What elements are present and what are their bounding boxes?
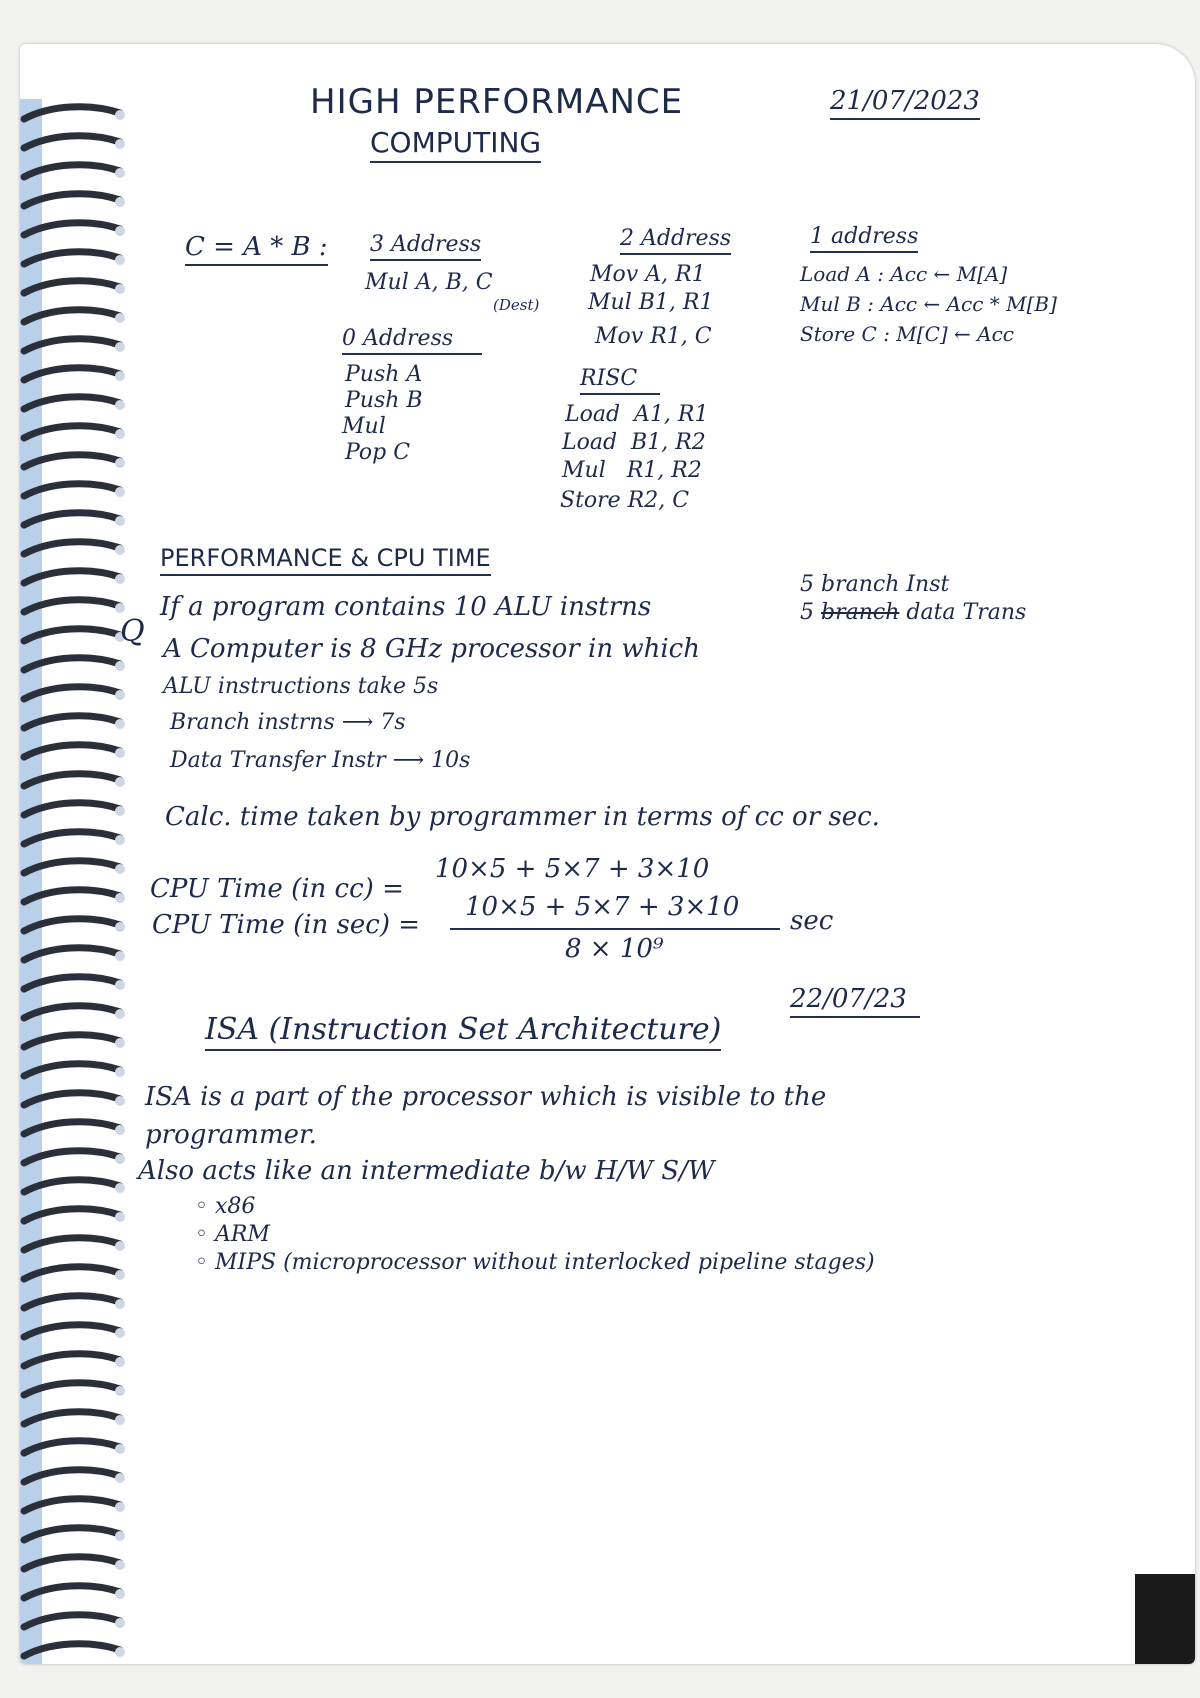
- page-corner-shadow: [1135, 1574, 1195, 1664]
- zero-address-line-2: Push B: [345, 388, 423, 413]
- two-address-heading: 2 Address: [620, 226, 731, 255]
- expression: C = A * B :: [185, 232, 328, 266]
- perf-line-6: Calc. time taken by programmer in terms of cc or sec.: [165, 802, 880, 832]
- spiral-hole: [115, 1357, 125, 1367]
- perf-side-2-num: 5: [800, 600, 814, 625]
- isa-item-2: ◦ ARM: [195, 1222, 270, 1247]
- one-address-heading: 1 address: [810, 224, 918, 253]
- spiral-hole: [115, 487, 125, 497]
- risc-line-2: Load B1, R2: [562, 430, 706, 455]
- spiral-hole: [115, 690, 125, 700]
- spiral-hole: [115, 1212, 125, 1222]
- spiral-hole: [115, 284, 125, 294]
- perf-line-5: Data Transfer Instr ⟶ 10s: [170, 748, 471, 773]
- isa-item-2-text: ARM: [214, 1222, 270, 1247]
- notebook-page: [20, 44, 1195, 1664]
- one-address-line-3: Store C : M[C] ← Acc: [800, 322, 1014, 346]
- spiral-hole: [115, 777, 125, 787]
- spiral-hole: [115, 748, 125, 758]
- spiral-hole: [115, 1183, 125, 1193]
- spiral-hole: [115, 1328, 125, 1338]
- isa-item-3: ◦ MIPS (microprocessor without interlocked pipeline stages): [195, 1250, 875, 1275]
- zero-address-line-4: Pop C: [345, 440, 411, 465]
- perf-side-1: 5 branch Inst: [800, 572, 950, 597]
- spiral-hole: [115, 719, 125, 729]
- spiral-hole: [115, 1473, 125, 1483]
- spiral-hole: [115, 458, 125, 468]
- risc-line-4: Store R2, C: [560, 488, 690, 513]
- risc-line-1: Load A1, R1: [565, 402, 709, 427]
- risc-line-3: Mul R1, R2: [562, 458, 702, 483]
- spiral-hole: [115, 400, 125, 410]
- spiral-hole: [115, 1096, 125, 1106]
- cpu-time-sec-denominator: 8 × 10⁹: [565, 934, 664, 964]
- perf-side-2-rest: data Trans: [906, 600, 1027, 625]
- spiral-hole: [115, 574, 125, 584]
- spiral-hole: [115, 661, 125, 671]
- cpu-time-cc-label: CPU Time (in cc) =: [150, 874, 404, 904]
- isa-line-1: ISA is a part of the processor which is visible to the: [145, 1082, 827, 1112]
- spiral-hole: [115, 1618, 125, 1628]
- spiral-hole: [115, 864, 125, 874]
- question-mark: Q: [120, 614, 145, 649]
- performance-heading: PERFORMANCE & CPU TIME: [160, 544, 491, 576]
- spiral-hole: [115, 922, 125, 932]
- spiral-hole: [115, 110, 125, 120]
- perf-side-2-struck: branch: [821, 600, 900, 625]
- zero-address-heading: 0 Address: [342, 326, 482, 355]
- page-title-line2: COMPUTING: [370, 126, 541, 163]
- spiral-hole: [115, 1270, 125, 1280]
- isa-item-1-text: x86: [214, 1194, 256, 1219]
- spiral-hole: [115, 516, 125, 526]
- two-address-line-1: Mov A, R1: [590, 262, 706, 287]
- spiral-hole: [115, 1067, 125, 1077]
- spiral-hole: [115, 139, 125, 149]
- page-date-2: 22/07/23: [790, 984, 920, 1018]
- spiral-hole: [115, 168, 125, 178]
- spiral-hole: [115, 1125, 125, 1135]
- isa-line-3: Also acts like an intermediate b/w H/W S/W: [138, 1156, 715, 1186]
- fraction-bar: [450, 928, 780, 930]
- spiral-hole: [115, 1241, 125, 1251]
- two-address-line-3: Mov R1, C: [595, 324, 712, 349]
- perf-line-2: A Computer is 8 GHz processor in which: [163, 634, 700, 664]
- one-address-line-1: Load A : Acc ← M[A]: [800, 262, 1008, 286]
- spiral-hole: [115, 1560, 125, 1570]
- spiral-hole: [115, 1386, 125, 1396]
- cpu-time-sec-numerator: 10×5 + 5×7 + 3×10: [465, 892, 740, 922]
- spiral-hole: [115, 197, 125, 207]
- zero-address-line-1: Push A: [345, 362, 423, 387]
- perf-line-1: If a program contains 10 ALU instrns: [160, 592, 652, 622]
- spiral-hole: [115, 893, 125, 903]
- zero-address-line-3: Mul: [342, 414, 386, 439]
- isa-line-2: programmer.: [145, 1120, 317, 1150]
- isa-heading: ISA (Instruction Set Architecture): [205, 1012, 721, 1051]
- spiral-hole: [115, 342, 125, 352]
- perf-line-3: ALU instructions take 5s: [163, 674, 439, 699]
- spiral-hole: [115, 980, 125, 990]
- cpu-time-cc-value: 10×5 + 5×7 + 3×10: [435, 854, 710, 884]
- three-address-heading: 3 Address: [370, 232, 481, 261]
- spiral-binding: [20, 99, 135, 1664]
- three-address-line: Mul A, B, C: [365, 270, 493, 295]
- isa-item-1: ◦ x86: [195, 1194, 256, 1219]
- cpu-time-sec-label: CPU Time (in sec) =: [152, 910, 421, 940]
- spiral-hole: [115, 371, 125, 381]
- spiral-hole: [115, 429, 125, 439]
- spiral-hole: [115, 951, 125, 961]
- spiral-hole: [115, 1647, 125, 1657]
- spiral-hole: [115, 1009, 125, 1019]
- spiral-hole: [115, 313, 125, 323]
- perf-side-2: [800, 600, 1026, 625]
- spiral-hole: [115, 1502, 125, 1512]
- three-address-note: (Dest): [493, 296, 540, 314]
- risc-heading: RISC: [580, 366, 660, 395]
- spiral-hole: [115, 1038, 125, 1048]
- spiral-hole: [115, 1589, 125, 1599]
- spiral-hole: [115, 255, 125, 265]
- spiral-hole: [115, 835, 125, 845]
- spiral-hole: [115, 1415, 125, 1425]
- spiral-hole: [115, 806, 125, 816]
- spiral-hole: [115, 1299, 125, 1309]
- cpu-time-sec-unit: sec: [790, 906, 834, 936]
- two-address-line-2: Mul B1, R1: [588, 290, 714, 315]
- spiral-hole: [115, 603, 125, 613]
- perf-line-4: Branch instrns ⟶ 7s: [170, 710, 406, 735]
- page-title-line1: HIGH PERFORMANCE: [310, 82, 684, 122]
- isa-item-3-text: MIPS (microprocessor without interlocked pipeline stages): [214, 1250, 875, 1275]
- spiral-hole: [115, 545, 125, 555]
- page-date: 21/07/2023: [830, 86, 980, 120]
- one-address-line-2: Mul B : Acc ← Acc * M[B]: [800, 292, 1057, 316]
- spiral-hole: [115, 1531, 125, 1541]
- spiral-hole: [115, 1154, 125, 1164]
- spiral-hole: [115, 1444, 125, 1454]
- spiral-hole: [115, 226, 125, 236]
